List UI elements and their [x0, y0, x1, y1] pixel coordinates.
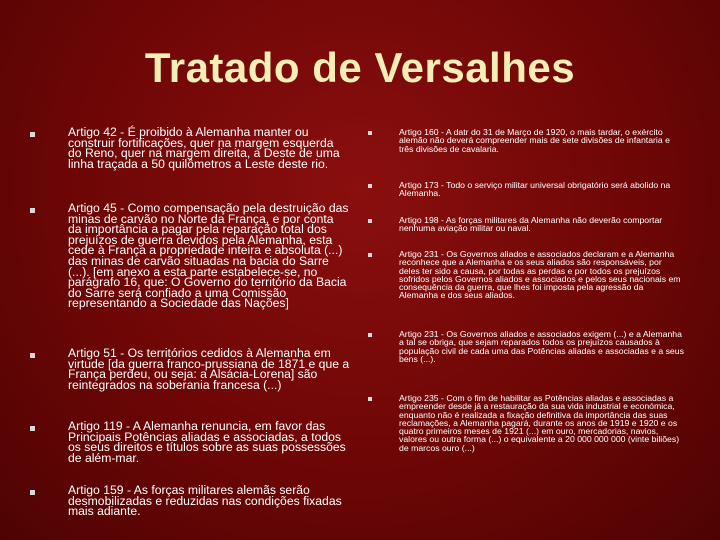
list-item-artigo-235: [368, 394, 684, 452]
square-bullet-icon: [368, 131, 372, 135]
list-item-artigo-160: [368, 128, 684, 153]
list-item-artigo-198: [368, 216, 684, 233]
article-text: Artigo 231 - Os Governos aliados e associados declaram e a Alemanha reconhece que a Alemanha e os seus aliados são responsáveis, por deles ter sido a causa, por todas as perdas e por todos os prejuízos sofridos pelos Governos aliados e associados e pelos seus nacionais em consequência da guerra, que lhes foi imposta pela agressão da Alemanha e dos seus aliados.: [399, 249, 681, 301]
article-text: Artigo 160 - A datr do 31 de Março de 1920, o mais tardar, o exército alemão não deverá compreender mais de sete divisões de infantaria e três divisões de cavalaria.: [399, 127, 670, 154]
article-text: Artigo 198 - As forças militares da Alemanha não deverão comportar nenhuma aviação militar ou naval.: [399, 215, 663, 234]
square-bullet-icon: [368, 184, 372, 188]
list-item-artigo-231-b: [368, 330, 684, 363]
square-bullet-icon: [368, 253, 372, 257]
square-bullet-icon: [30, 353, 35, 358]
list-item-artigo-45: [30, 203, 350, 309]
article-text: Artigo 231 - Os Governos aliados e associados exigem (...) e a Alemanha a tal se obriga, que sejam reparados todos os prejuízos causados à população civil de cada uma das Potências aliadas e associadas e a seus bens (...).: [399, 329, 684, 364]
square-bullet-icon: [30, 426, 35, 431]
list-item-artigo-173: [368, 181, 684, 198]
list-item-artigo-119: [30, 421, 350, 463]
article-text: Artigo 51 - Os territórios cedidos à Alemanha em virtude [da guerra franco-prussiana de 1871 e que a França perdeu, ou seja: a Alsácia-Lorena] são reintegrados na soberania francesa (...): [68, 346, 350, 392]
square-bullet-icon: [368, 219, 372, 223]
list-item-artigo-231-a: [368, 250, 684, 300]
article-text: Artigo 159 - As forças militares alemãs serão desmobilizadas e reduzidas nas condições fixadas mais adiante.: [68, 483, 342, 519]
square-bullet-icon: [30, 208, 35, 213]
square-bullet-icon: [368, 397, 372, 401]
article-text: Artigo 235 - Com o fim de habilitar as Potências aliadas e associadas a empreender desde já a restauração da sua vida industrial e económica, enquanto não é realizada a fixação definitiva da importância das suas reclamações, a Alemanha pagará, durante os anos de 1919 e 1920 e os quatro primeiros meses de 1921 (...) em ouro, mercadorias, navios, valores ou outra forma (...) o equivalente a 20 000 000 000 (vinte biliões) de marcos ouro (...): [399, 393, 680, 453]
list-item-artigo-51: [30, 348, 350, 390]
slide-title: Tratado de Versalhes: [144, 44, 576, 91]
square-bullet-icon: [30, 132, 35, 137]
square-bullet-icon: [368, 333, 372, 337]
article-text: Artigo 173 - Todo o serviço militar universal obrigatório será abolido na Alemanha.: [399, 180, 671, 199]
article-text: Artigo 42 - É proibido à Alemanha manter ou construir fortificações, quer na margem esquerda do Reno, quer na margem direita, a Deste de uma linha traçada a 50 quilômetros a Leste deste rio.: [68, 125, 340, 171]
list-item-artigo-42: [30, 127, 350, 169]
square-bullet-icon: [30, 490, 35, 495]
article-text: Artigo 45 - Como compensação pela destruição das minas de carvão no Norte da França, e por conta da importância a pagar pela reparação total dos prejuízos de guerra devidos pela Alemanha, esta cede à França a propriedade inteira e absoluta (...) das minas de carvão situadas na bacia do Sarre (...). [em anexo a esta parte estabelece-se, no parágrafo 16, que: O Governo do território da Bacia do Sarre será confiado a uma Comissão representando a Sociedade das Nações]: [68, 201, 349, 311]
list-item-artigo-159: [30, 485, 350, 517]
article-text: Artigo 119 - A Alemanha renuncia, em favor das Principais Potências aliadas e associadas, a todos os seus direitos e títulos sobre as suas possessões de além-mar.: [68, 419, 346, 465]
